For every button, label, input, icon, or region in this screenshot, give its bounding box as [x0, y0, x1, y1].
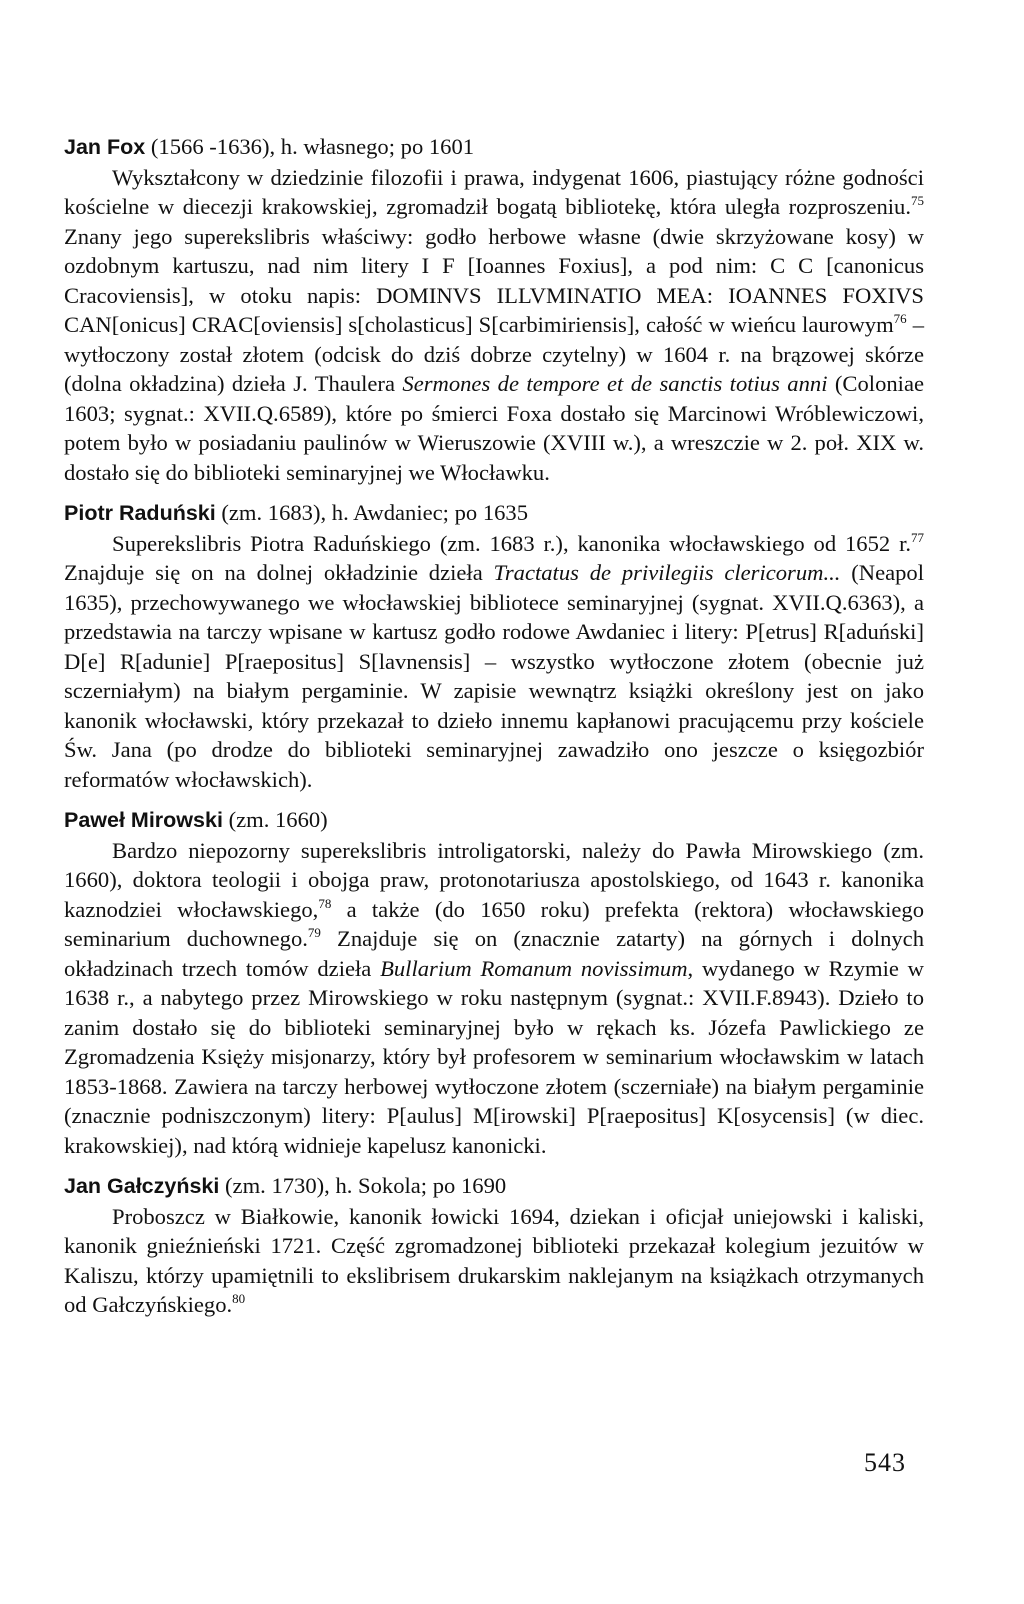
- book-title: Sermones de tempore et de sanctis totius anni: [402, 371, 828, 396]
- text-run: Znany jego superekslibris właściwy: godło herbowe własne (dwie skrzyżowane kosy) w ozdobnym kartuszu, nad nim litery I F [Ioannes Foxius], a pod nim: C C [canonicus Cracoviensis], w otoku napis: DOMINVS ILLVMINATIO MEA: IOANNES FOXIVS CAN[onicus] CRAC[oviensis] s[cholasticus] S[carbimiriensis], całość w wieńcu laurowym: [64, 223, 924, 337]
- entry-name: Paweł Mirowski: [64, 808, 223, 832]
- entry-jan-fox: [64, 132, 924, 487]
- text-run: a także (do 1650 roku) prefekta (rektora) włocławskiego seminarium duchownego.: [64, 896, 924, 951]
- entry-name: Jan Fox: [64, 135, 146, 159]
- entry-dates: (zm. 1660): [222, 807, 328, 832]
- entry-body: [64, 836, 924, 1161]
- page-number: 543: [864, 1448, 906, 1477]
- text-run: Bardzo niepozorny superekslibris introligatorski, należy do Pawła Mirowskiego (zm. 1660), doktora teologii i obojga praw, protonotariusza apostolskiego, od 1643 r. kanonika kaznodziei włocławskiego,: [64, 837, 924, 922]
- text-run: , wydanego w Rzymie w 1638 r., a nabytego przez Mirowskiego w roku następnym (sygnat.: XVII.F.8943). Dzieło to zanim dostało się do biblioteki seminaryjnej było w rękach ks. Józefa Pawlickiego ze Zgromadzenia Księży misjonarzy, który był profesorem w seminarium włocławskim w latach 1853-1868. Zawiera na tarczy herbowej wytłoczone złotem (sczerniałe) na białym pergaminie (znacznie podniszczonym) litery: P[aulus] M[irowski] P[raepositus] K[osycensis] (w diec. krakowskiej), nad którą widnieje kapelusz kanonicki.: [64, 955, 924, 1158]
- entry-pawel-mirowski: [64, 805, 924, 1160]
- entry-heading: [64, 132, 924, 163]
- text-run: Wykształcony w dziedzinie filozofii i prawa, indygenat 1606, piastujący różne godności kościelne w diecezji krakowskiej, zgromadził bogatą bibliotekę, która uległa rozproszeniu.: [64, 164, 924, 219]
- footnote-ref: 78: [318, 895, 332, 911]
- footnote-ref: 77: [911, 529, 924, 545]
- entry-heading: [64, 1171, 924, 1202]
- entry-name: Piotr Raduński: [64, 501, 216, 525]
- footnote-ref: 76: [893, 311, 907, 326]
- entry-piotr-radunski: [64, 498, 924, 794]
- text-run: Superekslibris Piotra Raduńskiego (zm. 1683 r.), kanonika włocławskiego od 1652 r.: [112, 530, 911, 556]
- text-run: Proboszcz w Białkowie, kanonik łowicki 1694, dziekan i oficjał uniejowski i kaliski, kanonik gnieźnieński 1721. Część zgromadzonej biblioteki przekazał kolegium jezuitów w Kaliszu, którzy upamiętnili to ekslibrisem drukarskim naklejanym na książkach otrzymanych od Gałczyńskiego.: [64, 1203, 924, 1317]
- text-run: (Neapol 1635), przechowywanego we włocławskiej bibliotece seminaryjnej (sygnat. XVII.Q.6363), a przedstawia na tarczy wpisane w kartusz godło rodowe Awdaniec i litery: P[etrus] R[aduński] D[e] R[adunie] P[raepositus] S[lavnensis] – wszystko wytłoczone złotem (obecnie już sczerniałym) na białym pergaminie. W zapisie wewnątrz książki określony jest on jako kanonik włocławski, który przekazał to dzieło innemu kapłanowi pracującemu przy kościele Św. Jana (po drodze do biblioteki seminaryjnej zawadziło ono jeszcze o księgozbiór reformatów włocławskich).: [64, 560, 924, 792]
- book-title: Tractatus de privilegiis clericorum...: [493, 560, 841, 585]
- entry-dates: (zm. 1730), h. Sokola; po 1690: [219, 1173, 507, 1198]
- entry-dates: (zm. 1683), h. Awdaniec; po 1635: [215, 500, 529, 525]
- book-title: Bullarium Romanum novissimum: [380, 955, 688, 981]
- text-run: – wytłoczony został złotem (odcisk do dziś dobrze czytelny) w 1604 r. na brązowej skórze (dolna okładzina) dzieła J. Thaulera: [64, 312, 924, 396]
- footnote-ref: 79: [307, 925, 321, 940]
- page-text: [64, 132, 924, 1331]
- text-run: Znajduje się on na dolnej okładzinie dzieła: [64, 560, 494, 585]
- footnote-ref: 80: [232, 1291, 246, 1306]
- entry-jan-galczynski: [64, 1171, 924, 1320]
- text-run: Znajduje się on (znacznie zatarty) na górnych i dolnych okładzinach trzech tomów dzieła: [64, 926, 925, 981]
- entry-heading: [64, 805, 924, 836]
- footnote-ref: 75: [911, 193, 924, 208]
- entry-dates: (1566 -1636), h. własnego; po 1601: [145, 134, 475, 159]
- entry-body: [64, 529, 924, 795]
- entry-body: [64, 1202, 924, 1320]
- text-run: (Coloniae 1603; sygnat.: XVII.Q.6589), które po śmierci Foxa dostało się Marcinowi Wróblewiczowi, potem było w posiadaniu paulinów w Wieruszowie (XVIII w.), a wreszczie w 2. poł. XIX w. dostało się do biblioteki seminaryjnej we Włocławku.: [64, 371, 924, 485]
- entry-heading: [64, 498, 924, 529]
- entry-body: [64, 163, 924, 488]
- entry-name: Jan Gałczyński: [64, 1174, 220, 1198]
